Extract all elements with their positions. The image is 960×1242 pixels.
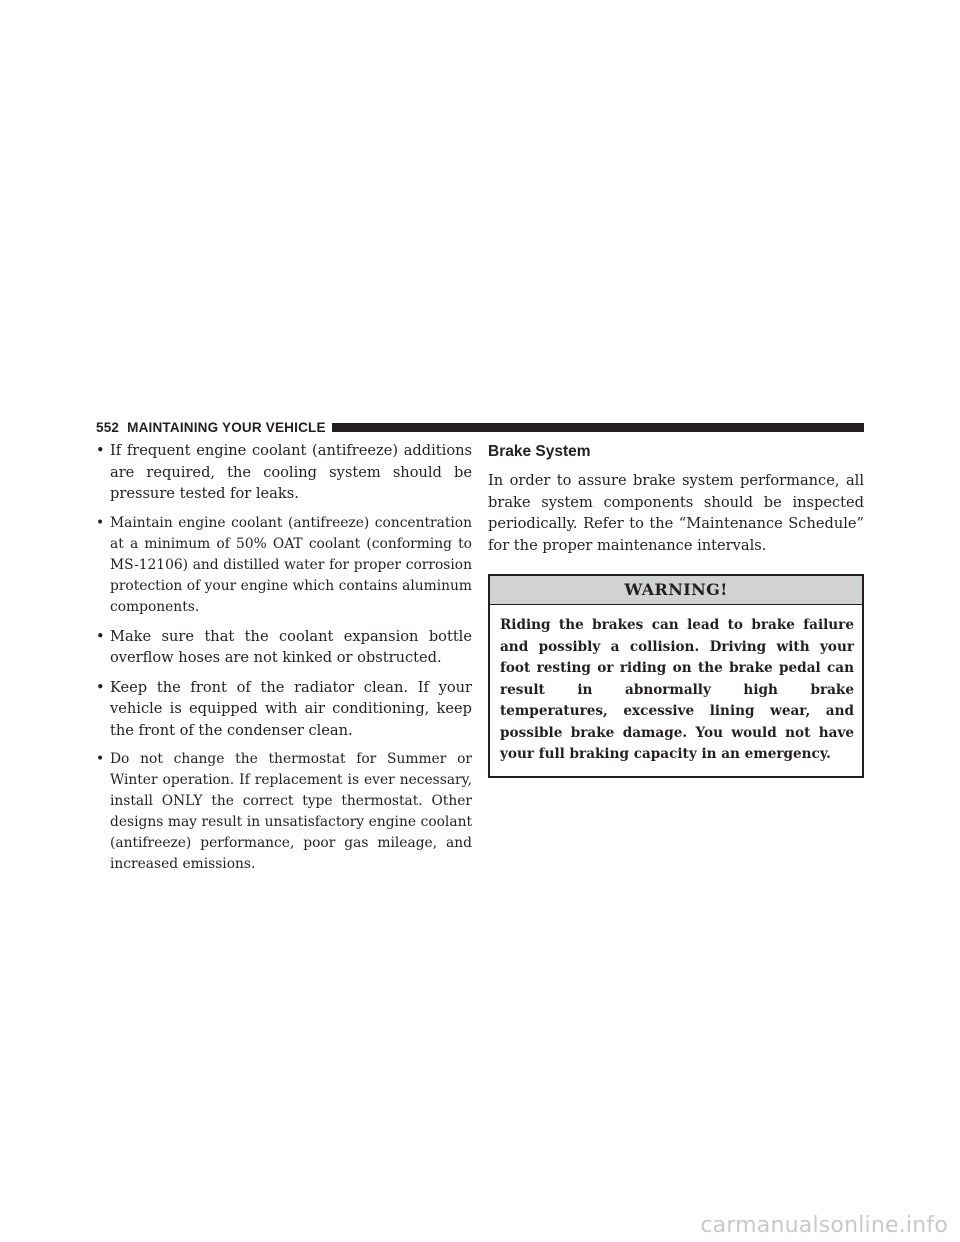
right-column bbox=[488, 440, 864, 778]
brake-system-heading: Brake System bbox=[488, 443, 591, 460]
left-column bbox=[96, 440, 472, 883]
page-header bbox=[96, 419, 864, 435]
list-item-text: Make sure that the coolant expansion bottle overflow hoses are not kinked or obstructed. bbox=[110, 627, 472, 666]
list-item bbox=[96, 749, 472, 875]
watermark: carmanualsonline.info bbox=[700, 1213, 948, 1238]
bullet-dot: • bbox=[96, 442, 105, 459]
page-number: 552 bbox=[96, 419, 120, 435]
brake-system-paragraph: In order to assure brake system performance, all brake system components should be inspected periodically. Refer to the “Maintenance Schedule” for the proper maintenance intervals. bbox=[488, 472, 864, 554]
list-item bbox=[96, 513, 472, 618]
list-item-text: Do not change the thermostat for Summer or Winter operation. If replacement is ever necessary, install ONLY the correct type thermostat. Other designs may result in unsatisfactory engine coolant (antifreeze) performance, poor gas mileage, and increased emissions. bbox=[110, 751, 472, 872]
warning-title: WARNING! bbox=[490, 576, 862, 605]
list-item bbox=[96, 440, 472, 505]
bullet-dot: • bbox=[96, 678, 105, 696]
warning-body: Riding the brakes can lead to brake failure and possibly a collision. Driving with your foot resting or riding on the brake pedal can result in abnormally high brake temperatures, excessive lining wear, and possible brake damage. You would not have your full braking capacity in an emergency. bbox=[500, 617, 854, 762]
list-item-text: Maintain engine coolant (antifreeze) concentration at a minimum of 50% OAT coolant (conforming to MS-12106) and distilled water for proper corrosion protection of your engine which contains aluminum components. bbox=[110, 514, 472, 615]
section-title: MAINTAINING YOUR VEHICLE bbox=[127, 419, 326, 435]
list-item bbox=[96, 677, 472, 742]
warning-box bbox=[488, 574, 864, 778]
coolant-bullet-list bbox=[96, 440, 472, 875]
bullet-dot: • bbox=[96, 751, 105, 767]
list-item-text: If frequent engine coolant (antifreeze) additions are required, the cooling system should be pressure tested for leaks. bbox=[110, 442, 472, 502]
bullet-dot: • bbox=[96, 627, 105, 645]
header-rule bbox=[332, 423, 864, 432]
bullet-dot: • bbox=[96, 514, 105, 531]
list-item bbox=[96, 626, 472, 669]
list-item-text: Keep the front of the radiator clean. If your vehicle is equipped with air conditioning, keep the front of the condenser clean. bbox=[110, 678, 472, 739]
